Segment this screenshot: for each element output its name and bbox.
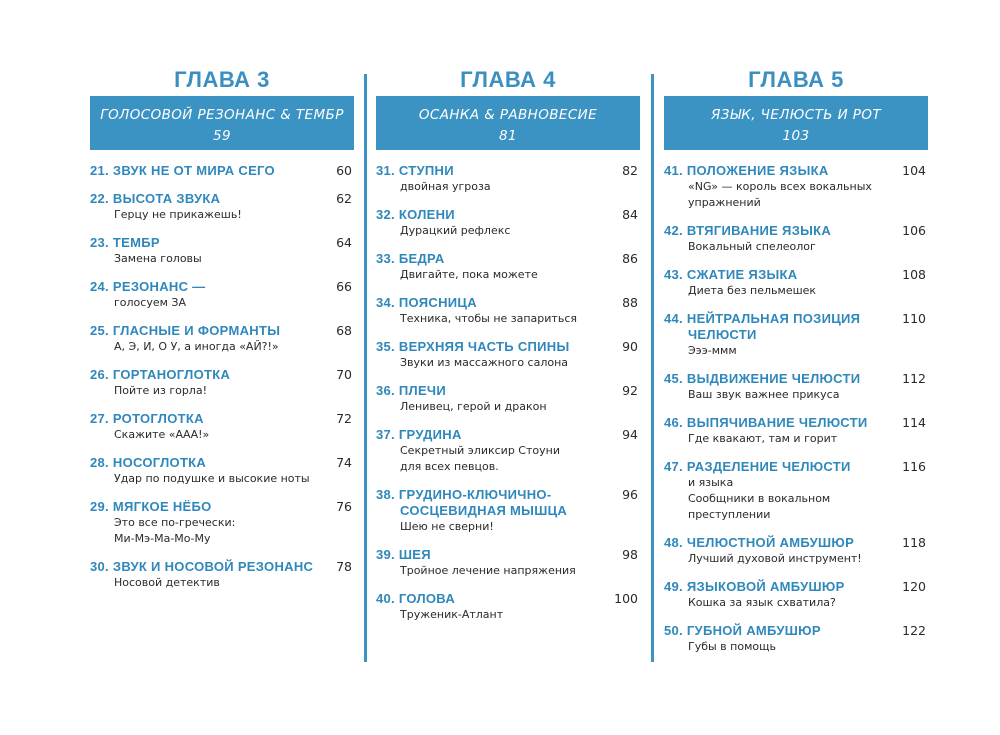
- toc-entry[interactable]: [90, 411, 354, 443]
- toc-entry[interactable]: [90, 323, 354, 355]
- chapter-banner-title: ОСАНКА & РАВНОВЕСИЕ: [418, 107, 598, 123]
- toc-entry[interactable]: [664, 223, 928, 255]
- entry-page-number: 74: [336, 455, 352, 470]
- entry-subtitle: Губы в помощь: [688, 640, 776, 653]
- toc-entry[interactable]: [376, 591, 640, 623]
- toc-entry[interactable]: [664, 623, 928, 655]
- entry-page-number: 68: [336, 323, 352, 338]
- entry-subtitle: Тройное лечение напряжения: [400, 564, 576, 577]
- entry-title: 26. ГОРТАНОГЛОТКА: [90, 367, 231, 382]
- entry-page-number: 122: [902, 623, 926, 638]
- entry-subtitle: Дурацкий рефлекс: [400, 224, 511, 237]
- toc-entry[interactable]: [376, 339, 640, 371]
- column-divider: [651, 74, 654, 662]
- entry-title: 44. НЕЙТРАЛЬНАЯ ПОЗИЦИЯ ЧЕЛЮСТИ: [664, 311, 861, 342]
- entry-subtitle: Пойте из горла!: [114, 384, 207, 397]
- entry-subtitle: Эээ-ммм: [688, 344, 737, 357]
- entry-subtitle: «NG» — король всех вокальных упражнений: [688, 180, 872, 209]
- entry-title: 37. ГРУДИНА: [376, 427, 462, 442]
- entry-subtitle: и языка Сообщники в вокальном преступлении: [688, 476, 831, 521]
- entry-title: 50. ГУБНОЙ АМБУШЮР: [664, 623, 821, 638]
- entry-subtitle: Двигайте, пока можете: [400, 268, 538, 281]
- entry-title: 49. ЯЗЫКОВОЙ АМБУШЮР: [664, 579, 845, 594]
- entry-title: 22. ВЫСОТА ЗВУКА: [90, 191, 221, 206]
- toc-entry[interactable]: [90, 163, 354, 179]
- entry-title: 43. СЖАТИЕ ЯЗЫКА: [664, 267, 798, 282]
- entry-title: 42. ВТЯГИВАНИЕ ЯЗЫКА: [664, 223, 832, 238]
- entry-page-number: 94: [622, 427, 638, 442]
- entry-title: 33. БЕДРА: [376, 251, 445, 266]
- toc-entry[interactable]: [376, 427, 640, 475]
- toc-entry[interactable]: [376, 547, 640, 579]
- chapter-banner: [376, 96, 640, 150]
- toc-entry[interactable]: [90, 367, 354, 399]
- toc-entry[interactable]: [90, 499, 354, 547]
- entry-subtitle: Скажите «ААА!»: [114, 428, 210, 441]
- entry-title: 35. ВЕРХНЯЯ ЧАСТЬ СПИНЫ: [376, 339, 570, 354]
- entry-title: 24. РЕЗОНАНС —: [90, 279, 206, 294]
- entry-page-number: 110: [902, 311, 926, 326]
- entry-page-number: 112: [902, 371, 926, 386]
- entry-title: 40. ГОЛОВА: [376, 591, 456, 606]
- entry-page-number: 66: [336, 279, 352, 294]
- entry-list: [664, 163, 928, 655]
- entry-subtitle: Секретный эликсир Стоуни для всех певцов.: [400, 444, 560, 473]
- column-divider: [364, 74, 367, 662]
- entry-title: 34. ПОЯСНИЦА: [376, 295, 477, 310]
- entry-title: 47. РАЗДЕЛЕНИЕ ЧЕЛЮСТИ: [664, 459, 851, 474]
- entry-page-number: 62: [336, 191, 352, 206]
- entry-subtitle: Лучший духовой инструмент!: [688, 552, 862, 565]
- toc-entry[interactable]: [664, 535, 928, 567]
- entry-page-number: 78: [336, 559, 352, 574]
- entry-title: 23. ТЕМБР: [90, 235, 160, 250]
- entry-title: 41. ПОЛОЖЕНИЕ ЯЗЫКА: [664, 163, 829, 178]
- chapter-column-4: [376, 66, 640, 635]
- entry-page-number: 118: [902, 535, 926, 550]
- entry-page-number: 64: [336, 235, 352, 250]
- toc-entry[interactable]: [664, 311, 928, 359]
- entry-page-number: 90: [622, 339, 638, 354]
- toc-entry[interactable]: [90, 559, 354, 591]
- entry-title: 29. МЯГКОЕ НЁБО: [90, 499, 212, 514]
- entry-subtitle: А, Э, И, О У, а иногда «АЙ?!»: [114, 340, 279, 353]
- chapter-banner-title: ЯЗЫК, ЧЕЛЮСТЬ И РОТ: [711, 107, 881, 123]
- toc-entry[interactable]: [376, 487, 640, 535]
- chapter-title: ГЛАВА 4: [460, 67, 556, 92]
- entry-list: [90, 163, 354, 591]
- toc-entry[interactable]: [664, 163, 928, 211]
- entry-subtitle: Звуки из массажного салона: [400, 356, 569, 369]
- toc-entry[interactable]: [376, 207, 640, 239]
- entry-page-number: 70: [336, 367, 352, 382]
- entry-subtitle: двойная угроза: [400, 180, 491, 193]
- entry-title: 46. ВЫПЯЧИВАНИЕ ЧЕЛЮСТИ: [664, 415, 868, 430]
- entry-subtitle: Диета без пельмешек: [688, 284, 817, 297]
- entry-subtitle: Вокальный спелеолог: [688, 240, 816, 253]
- toc-entry[interactable]: [664, 371, 928, 403]
- toc-entry[interactable]: [376, 383, 640, 415]
- chapter-banner-page: 81: [499, 128, 517, 144]
- entry-page-number: 116: [902, 459, 926, 474]
- toc-entry[interactable]: [90, 455, 354, 487]
- entry-title: 48. ЧЕЛЮСТНОЙ АМБУШЮР: [664, 535, 855, 550]
- chapter-column-5: [664, 66, 928, 667]
- entry-page-number: 60: [336, 163, 352, 178]
- entry-page-number: 120: [902, 579, 926, 594]
- entry-list: [376, 163, 640, 623]
- entry-page-number: 100: [614, 591, 638, 606]
- chapter-banner-title: ГОЛОСОВОЙ РЕЗОНАНС & ТЕМБР: [100, 107, 344, 123]
- entry-page-number: 86: [622, 251, 638, 266]
- entry-title: 32. КОЛЕНИ: [376, 207, 455, 222]
- chapter-banner-page: 59: [213, 128, 231, 144]
- toc-entry[interactable]: [376, 163, 640, 195]
- entry-page-number: 88: [622, 295, 638, 310]
- entry-subtitle: Труженик-Атлант: [400, 608, 504, 621]
- entry-subtitle: Ленивец, герой и дракон: [400, 400, 547, 413]
- entry-subtitle: голосуем ЗА: [114, 296, 186, 309]
- entry-title: 21. ЗВУК НЕ ОТ МИРА СЕГО: [90, 163, 275, 178]
- entry-title: 30. ЗВУК И НОСОВОЙ РЕЗОНАНС: [90, 559, 314, 574]
- entry-title: 39. ШЕЯ: [376, 547, 431, 562]
- toc-entry[interactable]: [376, 251, 640, 283]
- entry-page-number: 108: [902, 267, 926, 282]
- entry-page-number: 76: [336, 499, 352, 514]
- entry-subtitle: Ваш звук важнее прикуса: [688, 388, 840, 401]
- entry-subtitle: Это все по-гречески: Ми-Мэ-Ма-Мо-Му: [114, 516, 236, 545]
- entry-subtitle: Техника, чтобы не запариться: [400, 312, 577, 325]
- entry-subtitle: Шею не сверни!: [400, 520, 494, 533]
- entry-page-number: 92: [622, 383, 638, 398]
- toc-entry[interactable]: [90, 279, 354, 311]
- entry-title: 45. ВЫДВИЖЕНИЕ ЧЕЛЮСТИ: [664, 371, 861, 386]
- entry-title: 25. ГЛАСНЫЕ И ФОРМАНТЫ: [90, 323, 281, 338]
- entry-subtitle: Кошка за язык схватила?: [688, 596, 836, 609]
- entry-title: 31. СТУПНИ: [376, 163, 454, 178]
- entry-subtitle: Где квакают, там и горит: [688, 432, 838, 445]
- entry-subtitle: Замена головы: [114, 252, 202, 265]
- chapter-banner: [664, 96, 928, 150]
- chapter-title: ГЛАВА 5: [748, 67, 844, 92]
- entry-page-number: 72: [336, 411, 352, 426]
- toc-entry[interactable]: [664, 579, 928, 611]
- toc-entry[interactable]: [664, 459, 928, 523]
- entry-subtitle: Герцу не прикажешь!: [114, 208, 242, 221]
- toc-entry[interactable]: [90, 235, 354, 267]
- chapter-banner-page: 103: [782, 128, 810, 144]
- entry-subtitle: Удар по подушке и высокие ноты: [114, 472, 310, 485]
- chapter-column-3: [90, 66, 354, 603]
- entry-page-number: 96: [622, 487, 638, 502]
- entry-page-number: 104: [902, 163, 926, 178]
- entry-page-number: 106: [902, 223, 926, 238]
- toc-entry[interactable]: [90, 191, 354, 223]
- toc-entry[interactable]: [376, 295, 640, 327]
- toc-entry[interactable]: [664, 415, 928, 447]
- chapter-banner: [90, 96, 354, 150]
- chapter-title: ГЛАВА 3: [174, 67, 270, 92]
- entry-page-number: 114: [902, 415, 926, 430]
- entry-page-number: 84: [622, 207, 638, 222]
- entry-title: 27. РОТОГЛОТКА: [90, 411, 204, 426]
- entry-title: 28. НОСОГЛОТКА: [90, 455, 207, 470]
- entry-page-number: 98: [622, 547, 638, 562]
- entry-page-number: 82: [622, 163, 638, 178]
- toc-entry[interactable]: [664, 267, 928, 299]
- entry-title: 38. ГРУДИНО-КЛЮЧИЧНО- СОСЦЕВИДНАЯ МЫШЦА: [376, 487, 568, 518]
- entry-subtitle: Носовой детектив: [114, 576, 220, 589]
- entry-title: 36. ПЛЕЧИ: [376, 383, 446, 398]
